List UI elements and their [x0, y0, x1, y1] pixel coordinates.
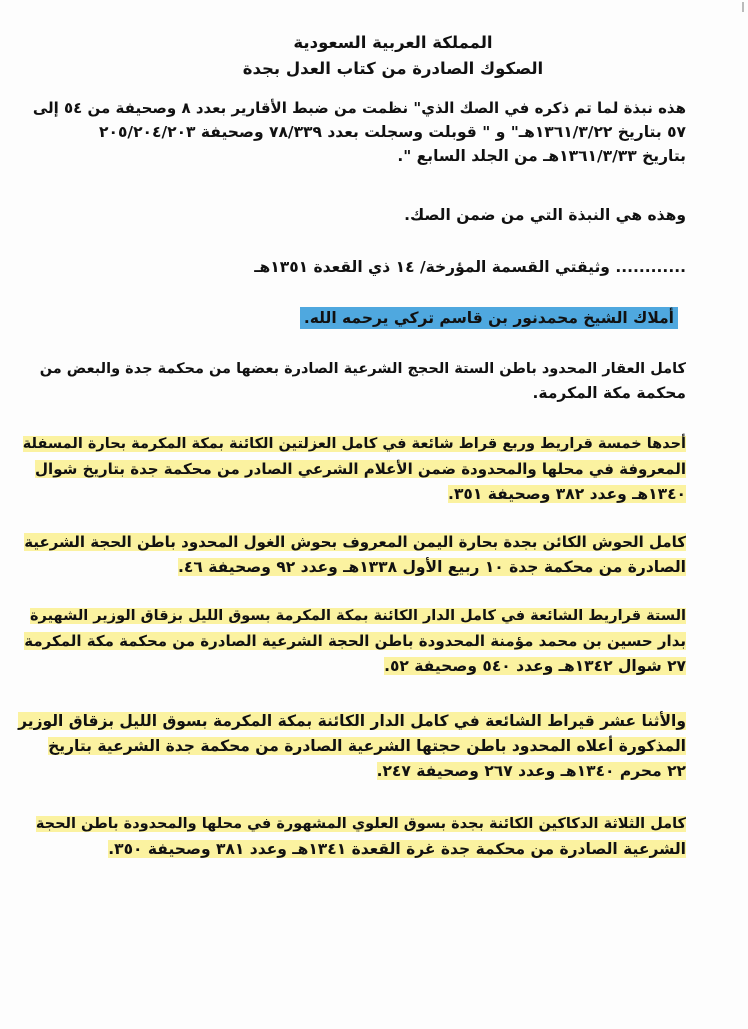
property-item-line: ٢٢ محرم ١٣٤٠هـ وعدد ٢٦٧ وصحيفة ٢٤٧.: [376, 762, 686, 780]
property-item-line: الصادرة من محكمة جدة ١٠ ربيع الأول ١٣٣٨هـ وعدد ٩٢ وصحيفة ٤٦.: [178, 558, 686, 576]
property-item-line: الشرعية الصادرة من محكمة جدة غرة القعدة ١٣٤١هـ وعدد ٣٨١ وصحيفة ٣٥٠.: [108, 840, 686, 858]
intro-paragraph: [18, 96, 686, 168]
document-date-paragraph: [18, 255, 686, 279]
document-date-line: ............ وثيقتي القسمة المؤرخة/ ١٤ ذي القعدة ١٣٥١هـ: [254, 258, 686, 276]
property-item-2: [18, 530, 686, 580]
note-line: وهذه هي النبذة التي من ضمن الصك.: [404, 206, 686, 224]
header-country: المملكة العربية السعودية: [293, 33, 493, 52]
document-header: [0, 30, 748, 82]
intro-line: ٥٧ بتاريخ ١٣٦١/٣/٢٢هـ" و " قوبلت وسجلت بعدد ٧٨/٣٣٩ وصحيفة ٢٠٥/٢٠٤/٢٠٣: [99, 123, 686, 141]
property-intro-line: محكمة مكة المكرمة.: [532, 384, 686, 402]
owner-heading: أملاك الشيخ محمدنور بن قاسم تركي يرحمه الله.: [300, 307, 678, 329]
intro-line: بتاريخ ١٣٦١/٣/٣٣هـ من الجلد السابع ".: [397, 147, 686, 165]
property-item-line: المذكورة أعلاه المحدود باطن حجتها الشرعية الصادرة من محكمة جدة الشرعية بتاريخ: [48, 737, 686, 755]
property-item-line: الستة قراريط الشائعة في كامل الدار الكائنة بمكة المكرمة بسوق الليل بزقاق الوزير الشهيرة: [30, 608, 686, 624]
note-paragraph: [18, 203, 686, 227]
property-item-line: ٢٧ شوال ١٣٤٢هـ وعدد ٥٤٠ وصحيفة ٥٢.: [384, 657, 686, 675]
property-item-3: [18, 604, 686, 679]
property-item-line: بدار حسين بن محمد مؤمنة المحدودة باطن الحجة الشرعية الصادرة من محكمة مكة المكرمة: [24, 632, 686, 650]
property-item-1: [18, 432, 686, 507]
property-intro-paragraph: [18, 357, 686, 405]
property-item-line: والأثنا عشر قيراط الشائعة في كامل الدار الكائنة بمكة المكرمة بسوق الليل بزقاق الوزير: [18, 712, 686, 730]
intro-line: هذه نبذة لما تم ذكره في الصك الذي" نظمت من ضبط الأقارير بعدد ٨ وصحيفة من ٥٤ إلى: [32, 99, 686, 117]
property-item-line: أحدها خمسة قراريط وربع قراط شائعة في كامل العزلتين الكائنة بمكة المكرمة بحارة المسفلة: [22, 436, 686, 452]
property-intro-line: كامل العقار المحدود باطن الستة الحجج الشرعية الصادرة بعضها من محكمة جدة والبعض من: [39, 361, 686, 377]
property-item-line: كامل الحوش الكائن بجدة بحارة اليمن المعروف بحوش الغول المحدود باطن الحجة الشرعية: [24, 533, 686, 551]
owner-heading-paragraph: [18, 306, 678, 330]
property-item-4: [18, 709, 686, 784]
property-item-line: كامل الثلاثة الدكاكين الكائنة بجدة بسوق العلوي المشهورة في محلها والمحدودة باطن الحجة: [35, 816, 686, 832]
property-item-5: [18, 812, 686, 862]
property-item-line: المعروفة في محلها والمحدودة ضمن الأعلام الشرعي الصادر من محكمة جدة بتاريخ شوال: [35, 460, 686, 478]
header-subject: الصكوك الصادرة من كتاب العدل بجدة: [242, 59, 544, 78]
property-item-line: ١٣٤٠هـ وعدد ٣٨٢ وصحيفة ٣٥١.: [448, 485, 686, 503]
scan-edge-mark: [742, 2, 744, 12]
